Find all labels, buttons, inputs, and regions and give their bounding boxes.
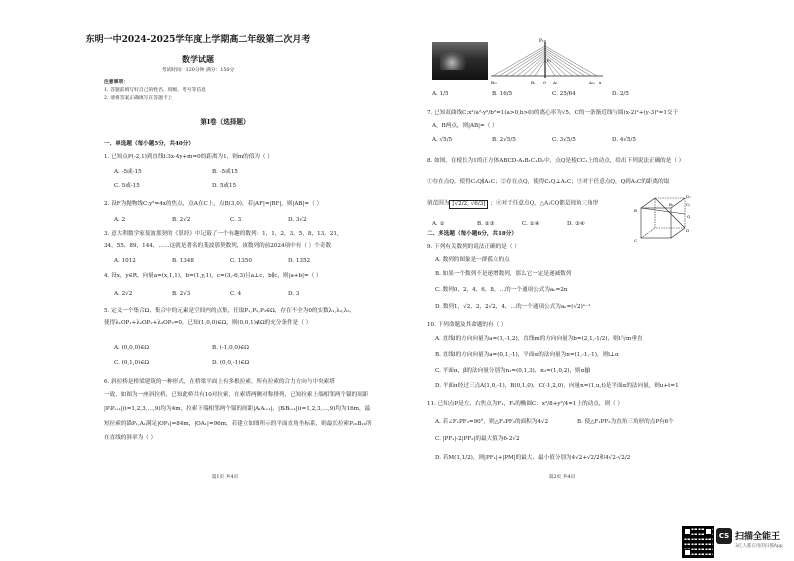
qr-code [682,526,714,558]
q11-option-b: B. 使△F₁PF₂为直角三角形的点P有6个 [577,419,674,425]
question-6-line-1: 6. 斜拉桥是桥梁建筑的一种形式，在桥梁平面上有多根拉索，所有拉索的合力方向与中央索塔 [104,379,335,385]
label-x: x [599,80,602,85]
q2-option-c: C. 3 [230,217,242,223]
q9-option-d: D. 数列1，√2，2，2√2，4，…的一个通项公式为aₙ=(√2)ⁿ⁻¹ [435,304,591,310]
question-8-line-1: 8. 如图，在棱长为1的正方体ABCD-A₁B₁C₁D₁中，点Q是棱CC₁上的动点，给出下列说法正确的是（ ） [427,158,685,164]
q9-option-c: C. 数列0，2，4，6，8，…的一个通项公式为aₙ=2n [435,287,568,293]
label-b10: B₁₀ [491,80,498,85]
question-8-line-2: ①存在点Q，使得C₁Q∥A₁C；②存在点Q，使得C₁Q⊥A₁C；③对于任意点Q，Q到A₁C的距离的取 [427,179,670,185]
exam-title: 东明一中2024-2025学年度上学期高二年级第二次月考 [85,35,311,45]
q10-option-b: B. 直线l的方向向量为a=(0,1,-1)，平面α的法向量为n=(1,-1,-1)，则l⊥α [435,352,619,358]
q8-range-box: [√2/2, √6/3] [449,200,488,209]
exam-page-2 [397,0,794,561]
q6-option-d: D. 2/5 [612,91,629,97]
q3-option-c: C. 1350 [230,258,252,264]
notice-2: 2. 请将答案正确填写在答题卡上 [104,96,173,101]
question-6-line-3: |PᵢPᵢ₊₁|(i=1,2,3,…,9)均为4m，拉索下端相邻两个锚的间距|AᵢAᵢ₊₁|，|BᵢBᵢ₊₁|(i=1,2,3,…,9)均为16m，最 [104,406,371,412]
q3-option-b: B. 1348 [172,258,194,264]
q11-option-d: D. 若M(1,1/2)，则|PF₁|+|PM|的最大、最小值分别为4√2+√2/2和4√2-√2/2 [435,455,631,461]
exam-subject: 数学试题 [182,54,214,64]
cube-label-c: C [634,238,638,243]
part-1-heading: 第Ⅰ卷（选择题） [200,118,250,126]
notice-heading: 注意事项： [104,79,128,85]
label-p1: P₁ [547,58,552,63]
q10-option-a: A. 直线l的方向向量为a=(1,-1,2)，直线m的方向向量为b=(2,1,-1/2)，则l与m垂直 [435,336,643,342]
q2-option-b: B. 2√2 [172,217,191,223]
camscanner-brand-name: 扫描全能王 [735,532,781,542]
bridge-photo [432,42,488,80]
question-7-line-1: 7. 已知双曲线C:x²/a²-y²/b²=1(a>0,b>0)的离心率为√5，C的一条渐近线与圆(x-2)²+(y-3)²=1交于 [427,110,679,116]
page-footer: 第1页 共4页 [211,475,239,480]
label-b1: B₁ [531,80,536,85]
qr-finder [684,549,691,556]
q9-option-a: A. 数列的图象是一群孤立的点 [435,257,510,263]
q5-option-b: B. (-1,0,0)∈Ω [212,345,249,351]
cube-label-q: Q [687,214,691,219]
camscanner-logo-icon: CS [716,528,732,544]
q2-option-d: D. 3√2 [288,217,307,223]
question-4: 4. 设x，y∈R，向量a=(x,1,1)，b=(1,y,1)，c=(3,-6,3)且a⊥c，b∥c，则|a+b|=（ ） [104,273,322,279]
question-9: 9. 下列有关数列的说法正确的是（ ） [427,244,520,250]
question-6-line-4: 短拉索的锚P₁,A₁满足|OP₁|=84m，|OA₁|=96m，若建立如图所示的平面直角坐标系，则最长拉索P₁₀B₁₀所 [104,421,372,427]
q6-option-a: A. 1/5 [432,91,449,97]
cube-label-c1: C₁ [686,202,691,207]
q7-option-d: D. 4√5/5 [612,137,636,143]
q1-option-a: A. -5或-15 [114,169,142,175]
cube-label-b: B [634,208,637,213]
q5-option-c: C. (0,1,0)∈Ω [114,360,150,366]
q2-option-a: A. 2 [114,217,126,223]
q8-option-a: A. ① [432,221,445,227]
q7-option-b: B. 2√5/5 [492,137,516,143]
q11-option-c: C. |PF₁|-2|PF₂|的最大值为6-2√2 [435,436,520,442]
q5-option-d: D. (0,0,-1)∈Ω [212,360,250,366]
q7-option-c: C. 3√5/5 [552,137,576,143]
q4-option-c: C. 4 [230,291,242,297]
q6-option-b: B. 16/5 [492,91,513,97]
q1-option-d: D. 5或15 [212,183,237,189]
question-1: 1. 已知点P(-2,1)到直线l:3x-4y+m=0的距离为1，则m的值为（ ） [104,154,273,160]
question-5-line-2: 使得λ₁OP₁+λ₂OP₂+λ₃OP₃=0，已知(1,0,0)∈Ω，则(0,0,1)∉Ω的充分条件是（ ） [104,320,312,326]
q10-option-c: C. 平面α，β的法向量分别为n₁=(0,1,3)，n₂=(1,0,2)，则α∥β [435,368,591,374]
page-footer: 第2页 共4页 [548,475,576,480]
q3-option-a: A. 1012 [114,258,136,264]
q11-option-a: A. 若∠F₁PF₂=90°，则△F₁PF₂的面积为4√2 [435,419,549,425]
camscanner-tagline: 3亿人都在用的扫描App [735,544,783,549]
q8-option-d: D. ③④ [567,221,585,227]
question-3-line-1: 3. 意大利数学家斐波那契的《算经》中记载了一个有趣的数列：1，1，2，3，5，8，13，21， [104,231,343,237]
q4-option-b: B. 2√3 [172,291,191,297]
q6-option-c: C. 25/64 [552,91,576,97]
question-8-line-3 [427,200,598,209]
q8-option-c: C. ①④ [522,221,540,227]
q8-option-b: B. ②③ [477,221,495,227]
question-2: 2. 设F为抛物线C:y²=4x的焦点，点A在C上，点B(3,0)，若|AF|=|BF|，则|AB|=（ ） [104,201,323,207]
notice-1: 1. 答题前填写好自己的姓名、班级、考号等信息 [104,88,207,93]
q1-option-c: C. 5或-15 [114,183,140,189]
question-5-line-1: 5. 定义一个集合Ω，集合中的元素是空间内的点集，任取P₁,P₂,P₃∈Ω，存在不全为0的实数λ₁,λ₂,λ₃， [104,308,356,314]
question-3-line-2: 34，55，89，144，……这就是著名的斐波那契数列，该数列的前2024项中有（ ）个奇数 [104,243,332,249]
label-p10: P₁₀ [539,39,546,44]
q8-line-3-start: 值范围为 [427,200,450,207]
label-a1: A₁ [553,80,558,85]
qr-finder [684,528,691,535]
q4-option-a: A. 2√2 [114,291,133,297]
cable-stayed-bridge-diagram [489,36,607,86]
cube-label-b1: B₁ [669,202,674,207]
question-6-line-2: 一致，如图为一座斜拉桥，已知此桥共有10对拉索，在索塔两侧对称排列，已知拉索上端相邻两个锚的间距 [104,392,369,398]
section-2-heading: 二、多选题（每小题6分，共18分） [427,231,517,237]
q8-line-3-end: ；④对于任意点Q，△A₁CQ都是钝角三角形 [490,200,599,207]
section-1-heading: 一、单选题（每小题5分，共40分） [104,141,194,147]
q7-option-a: A. √5/5 [432,137,453,143]
question-11: 11. 已知点P是左、右焦点为F₁，F₂的椭圆C：x²/8+y²/4=1上的动点，则（ ） [427,401,624,407]
q4-option-d: D. 3 [288,291,300,297]
q3-option-d: D. 1352 [288,258,311,264]
cube-label-d: D [686,228,690,233]
cube-diagram [633,192,695,250]
question-7-line-2: A，B两点，则|AB|=（ ） [432,123,498,129]
q9-option-b: B. 如果一个数列不是递增数列，那么它一定是递减数列 [435,271,572,277]
cube-label-d1: D₁ [686,194,691,199]
qr-finder [705,528,712,535]
question-6-line-5: 在直线的斜率为（ ） [104,435,157,441]
q5-option-a: A. (0,0,0)∈Ω [114,345,149,351]
label-o: O [543,80,547,85]
exam-time: 考试时间：120分钟 满分：150分 [161,68,235,73]
q1-option-b: B. -5或15 [212,169,238,175]
question-10: 10. 下列命题及其命题的有（ ） [427,322,507,328]
q10-option-d: D. 平面α经过三点A(1,0,-1)，B(0,1,0)，C(-1,2,0)，向量n=(1,u,t)是平面α的法向量，则u+t=1 [435,383,679,389]
label-a10: A₁₀ [589,80,596,85]
